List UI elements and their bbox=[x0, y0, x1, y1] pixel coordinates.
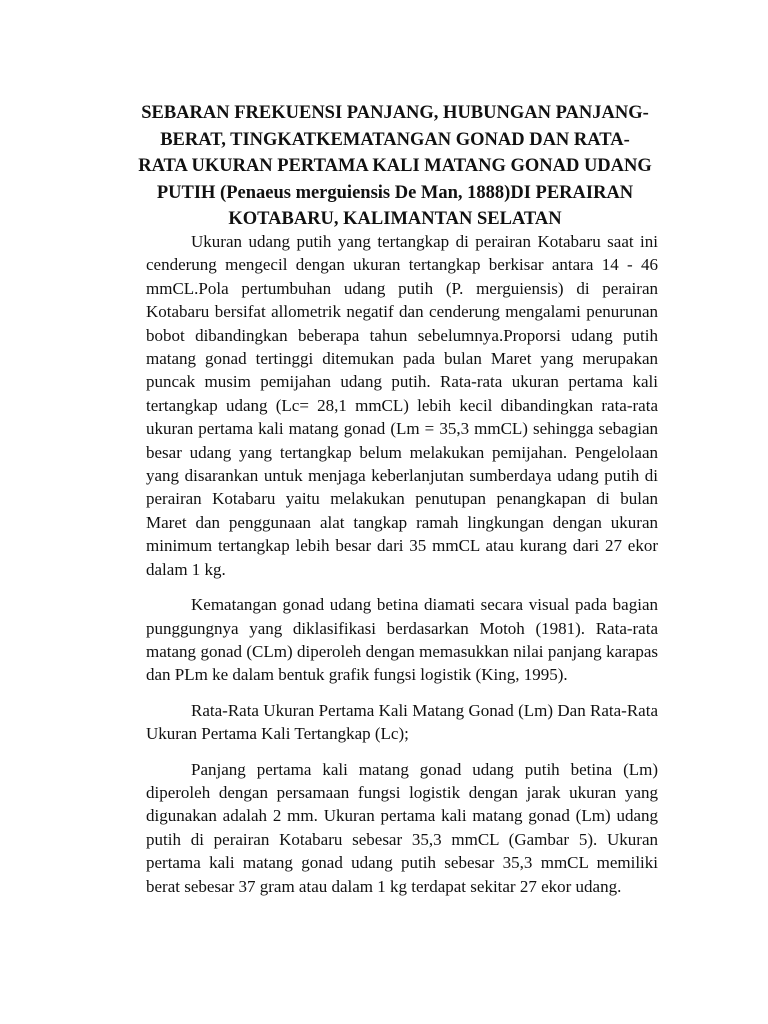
paragraph-abstract: Ukuran udang putih yang tertangkap di perairan Kotabaru saat ini cenderung mengecil dengan ukuran tertangkap berkisar antara 14 - 46 mmCL.Pola pertumbuhan udang putih (P. merguiensis) di perairan Kotabaru bersifat allometrik negatif dan cenderung mengalami penurunan bobot dibandingkan beberapa tahun sebelumnya.Proporsi udang putih matang gonad tertinggi ditemukan pada bulan Maret yang merupakan puncak musim pemijahan udang putih. Rata-rata ukuran pertama kali tertangkap udang (Lc= 28,1 mmCL) lebih kecil dibandingkan rata-rata ukuran pertama kali matang gonad (Lm = 35,3 mmCL) sehingga sebagian besar udang yang tertangkap belum melakukan pemijahan. Pengelolaan yang disarankan untuk menjaga keberlanjutan sumberdaya udang putih di perairan Kotabaru yaitu melakukan penutupan penangkapan di bulan Maret dan penggunaan alat tangkap ramah lingkungan dengan ukuran minimum tertangkap lebih besar dari 35 mmCL atau kurang dari 27 ekor dalam 1 kg. bbox=[146, 232, 658, 579]
title-line: SEBARAN FREKUENSI PANJANG, HUBUNGAN PANJANG- bbox=[141, 103, 649, 123]
title-line: RATA UKURAN PERTAMA KALI MATANG GONAD UDANG bbox=[138, 156, 652, 176]
title-line: KOTABARU, KALIMANTAN SELATAN bbox=[228, 209, 562, 229]
document-body bbox=[146, 230, 658, 898]
document-title bbox=[125, 100, 665, 233]
paragraph-gonad-maturity: Kematangan gonad udang betina diamati secara visual pada bagian punggungnya yang diklasifikasi berdasarkan Motoh (1981). Rata-rata matang gonad (CLm) diperoleh dengan memasukkan nilai panjang karapas dan PLm ke dalam bentuk grafik fungsi logistik (King, 1995). bbox=[146, 595, 658, 685]
paragraph-lm-result: Panjang pertama kali matang gonad udang putih betina (Lm) diperoleh dengan persamaan fungsi logistik dengan jarak ukuran yang digunakan adalah 2 mm. Ukuran pertama kali matang gonad (Lm) udang putih di perairan Kotabaru sebesar 35,3 mmCL (Gambar 5). Ukuran pertama kali matang gonad udang putih sebesar 35,3 mmCL memiliki berat sebesar 37 gram atau dalam 1 kg terdapat sekitar 27 ekor udang. bbox=[146, 759, 658, 896]
title-line: PUTIH (Penaeus merguiensis De Man, 1888)DI PERAIRAN bbox=[156, 182, 634, 203]
section-heading-lm-lc: Rata-Rata Ukuran Pertama Kali Matang Gonad (Lm) Dan Rata-Rata Ukuran Pertama Kali Tertangkap (Lc); bbox=[146, 700, 658, 744]
title-line: BERAT, TINGKATKEMATANGAN GONAD DAN RATA- bbox=[160, 129, 630, 150]
